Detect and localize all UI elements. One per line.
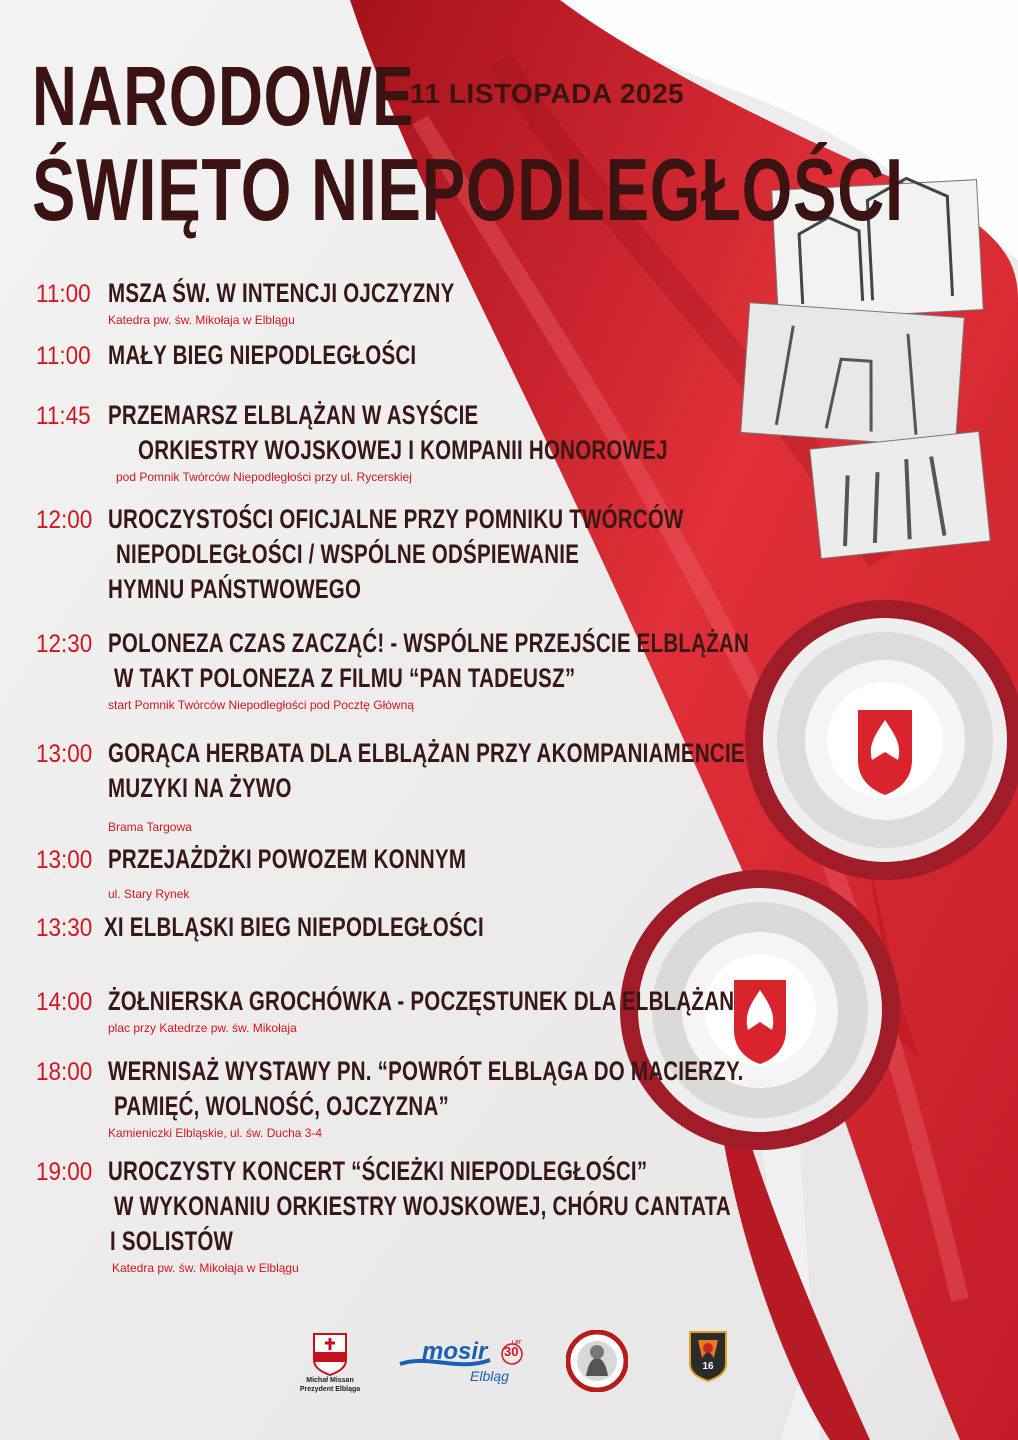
event-title: WERNISAŻ WYSTAWY PN. “POWRÓT ELBLĄGA DO MACIERZY. — [108, 1056, 744, 1086]
unit-number: 16 — [702, 1361, 714, 1372]
pilsudski-union-logo — [566, 1330, 628, 1397]
mosir-lat: LAT — [512, 1340, 522, 1346]
event-title: XI ELBLĄSKI BIEG NIEPODLEGŁOŚCI — [104, 912, 484, 942]
pilsudski-medallion-icon — [566, 1330, 628, 1392]
event-title-cont: NIEPODLEGŁOŚCI / WSPÓLNE ODŚPIEWANIE — [116, 539, 580, 569]
event-place: pod Pomnik Twórców Niepodległości przy ul. Rycerskiej — [116, 470, 412, 484]
event-time: 14:00 — [36, 988, 93, 1016]
event-title: ŻOŁNIERSKA GROCHÓWKA - POCZĘSTUNEK DLA ELBLĄŻAN — [108, 986, 735, 1016]
event-time: 18:00 — [36, 1058, 93, 1086]
event-time: 11:00 — [36, 342, 91, 370]
event-item — [36, 842, 579, 901]
event-place: plac przy Katedrze pw. św. Mikołaja — [108, 1021, 297, 1035]
event-title: POLONEZA CZAS ZACZĄĆ! - WSPÓLNE PRZEJŚCIE ELBLĄŻAN — [108, 628, 750, 658]
event-title-cont: MUZYKI NA ŻYWO — [108, 773, 292, 803]
event-title-cont: ORKIESTRY WOJSKOWEJ I KOMPANII HONOROWEJ — [138, 435, 668, 465]
event-item — [36, 736, 946, 834]
event-title: PRZEMARSZ ELBLĄŻAN W ASYŚCIE — [108, 400, 479, 430]
event-time: 12:00 — [36, 506, 93, 534]
unit-shield-icon — [688, 1330, 728, 1382]
elblag-coat-of-arms-icon — [312, 1332, 348, 1376]
event-title-cont: I SOLISTÓW — [110, 1226, 234, 1256]
event-time: 11:00 — [36, 280, 91, 308]
event-place: Brama Targowa — [108, 820, 192, 834]
event-title: MAŁY BIEG NIEPODLEGŁOŚCI — [108, 340, 417, 370]
event-title-cont: W TAKT POLONEZA Z FILMU “PAN TADEUSZ” — [114, 663, 576, 693]
event-title: PRZEJAŻDŻKI POWOZEM KONNYM — [108, 844, 467, 874]
event-time: 19:00 — [36, 1158, 93, 1186]
event-time: 11:45 — [36, 402, 91, 430]
event-item — [36, 338, 514, 373]
event-time: 13:00 — [36, 846, 93, 874]
mosir-years: 30 — [504, 1344, 519, 1359]
elblag-logo — [292, 1332, 368, 1394]
elblag-caption-title: Prezydent Elbląga — [299, 1386, 361, 1393]
event-title-cont: HYMNU PAŃSTWOWEGO — [108, 574, 362, 604]
event-item — [36, 276, 564, 327]
event-title-cont: PAMIĘĆ, WOLNOŚĆ, OJCZYZNA” — [114, 1091, 450, 1121]
mosir-logo — [398, 1336, 526, 1392]
event-time: 13:30 — [36, 914, 93, 942]
event-place: Katedra pw. św. Mikołaja w Elblągu — [108, 313, 295, 327]
event-title-cont: W WYKONANIU ORKIESTRY WOJSKOWEJ, CHÓRU CANTATA — [114, 1191, 731, 1221]
event-item — [36, 1154, 926, 1275]
event-item — [36, 910, 604, 945]
event-item — [36, 626, 952, 712]
event-place: start Pomnik Twórców Niepodległości pod Pocztę Główną — [108, 698, 414, 712]
elblag-caption-name: Michał Missan — [306, 1377, 354, 1384]
event-time: 12:30 — [36, 630, 93, 658]
event-time: 13:00 — [36, 740, 93, 768]
event-title: UROCZYSTOŚCI OFICJALNE PRZY POMNIKU TWÓRCÓW — [108, 504, 684, 534]
event-title: UROCZYSTY KONCERT “ŚCIEŻKI NIEPODLEGŁOŚCI” — [108, 1156, 648, 1186]
event-item — [36, 502, 865, 607]
event-item — [36, 1054, 944, 1140]
event-item — [36, 398, 835, 484]
event-place: ul. Stary Rynek — [108, 887, 190, 901]
event-title: GORĄCA HERBATA DLA ELBLĄŻAN PRZY AKOMPANIAMENCIE — [108, 738, 745, 768]
event-title: MSZA ŚW. W INTENCJI OJCZYZNY — [108, 278, 455, 308]
event-date: 11 LISTOPADA 2025 — [410, 78, 685, 109]
event-place: Katedra pw. św. Mikołaja w Elblągu — [112, 1261, 299, 1275]
mosir-city: Elbląg — [470, 1368, 509, 1384]
event-place: Kamieniczki Elbląskie, ul. św. Ducha 3-4 — [108, 1126, 323, 1140]
title-line-2: ŚWIĘTO NIEPODLEGŁOŚCI — [32, 140, 904, 239]
title-line-1: NARODOWE — [32, 49, 415, 143]
mosir-text: mosir — [422, 1338, 488, 1365]
event-item — [36, 984, 932, 1035]
military-unit-logo — [688, 1330, 728, 1382]
